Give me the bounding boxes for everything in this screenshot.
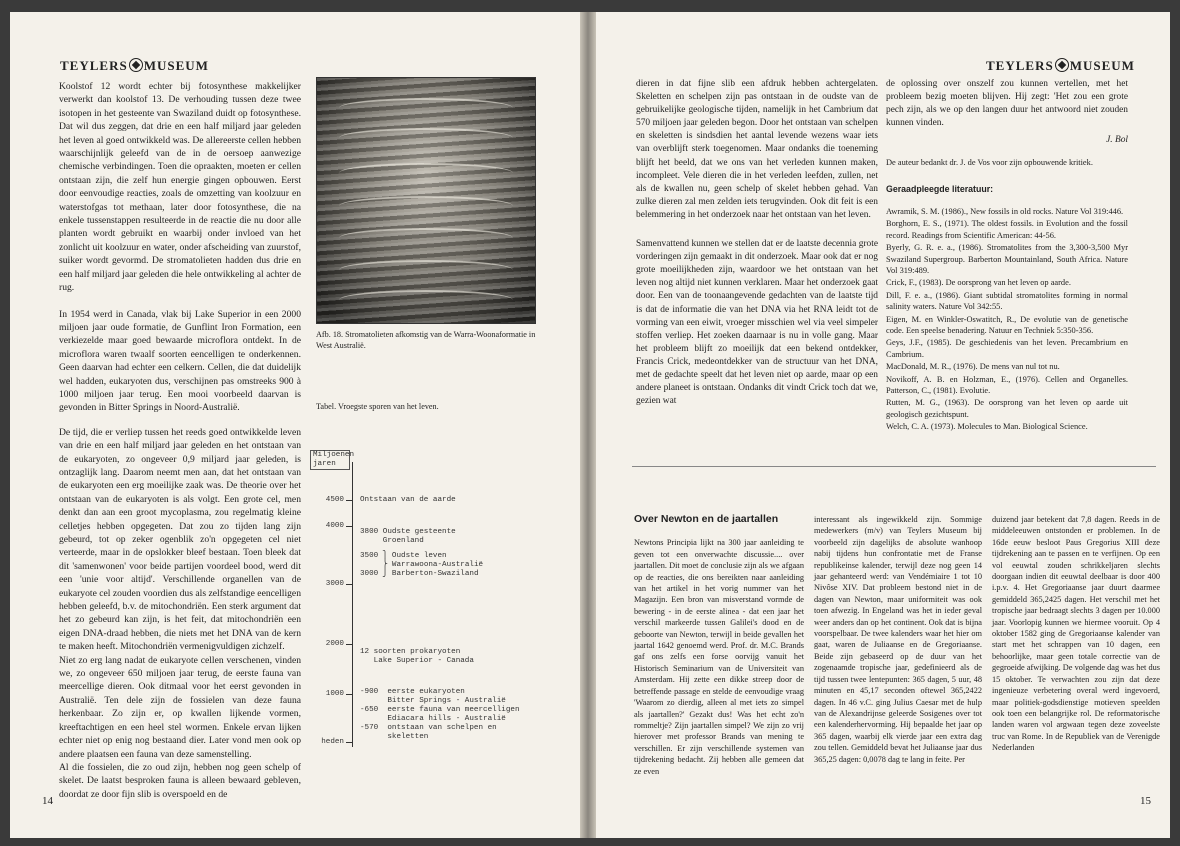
page-number: 14 <box>42 795 53 807</box>
right-column-2 <box>886 78 1128 434</box>
paragraph: de oplossing over onszelf zou kunnen vertellen, met het probleem bezig moeten blijven. Hij zegt: 'Het zou een grote pech zijn, als we op den langen duur het antwoord niet zouden kunnen vinden. <box>886 79 1128 129</box>
paragraph: Al die fossielen, die zo oud zijn, hebben nog geen schelp of skelet. De laatst besproken fauna is alleen bewaard gebleven, doordat ze door fijn slib is overspoeld en de <box>59 761 301 800</box>
list-item: Byerly, G. R. e. a., (1986). Stromatolites from the 3,300-3,500 Myr Swaziland Supergroup. Barberton Mountainland, South Africa. Nature Vol 319:489. <box>886 243 1128 275</box>
list-item: MacDonald, M. R., (1976). De mens van nul tot nu. <box>886 362 1060 372</box>
header-text-right: MUSEUM <box>143 58 209 73</box>
tick-label: 3000 <box>325 580 344 588</box>
header-text-right: MUSEUM <box>1069 58 1135 73</box>
timeline-event: -900 eerste eukaryoten Bitter Springs - Australië -650 eerste fauna van meercelligen Ediacara hills - Australië -570 ontstaan van schelpen en skeletten <box>360 688 520 741</box>
book-gutter <box>580 12 596 838</box>
newton-column-2 <box>814 514 982 765</box>
museum-header-right <box>986 58 1135 74</box>
section-divider <box>632 466 1156 467</box>
left-column <box>59 80 301 814</box>
tick-label: 4500 <box>325 496 344 504</box>
right-column-1 <box>636 78 878 408</box>
author-signature: J. Bol <box>1106 135 1128 146</box>
paragraph: Samenvattend kunnen we stellen dat er de laatste decennia grote vorderingen zijn gemaakt in dit onderzoek. Maar ook dat er nog grote moeilijkheden zijn, waardoor we het ontstaan van het leven nog altijd niet kunnen verklaren. Maar het onderzoek gaat door. Een van de toonaangevende gedachten van de laatste tijd is dat de informatie die van het DNA via het RNA leidt tot de vorming van een eiwit, vroeger misschien wel via veel simpeler stoffen verliep. Het zoeken daarnaar is nu in volle gang. Maar het probleem blijft zo moeilijk dat een bekend ontdekker, Francis Crick, medeontdekker van de structuur van het DNA, met de gedachte speelt dat het leven niet op aarde, maar op een andere planeet is ontstaan. Ondanks dit vindt Crick toch dat we, gezien wat <box>636 239 878 407</box>
newton-column-3 <box>992 514 1160 754</box>
tick-label: 4000 <box>325 522 344 530</box>
seal-icon <box>1055 58 1069 72</box>
stromatolite-photo <box>316 77 536 324</box>
article-title: Over Newton en de jaartallen <box>634 513 779 525</box>
newton-column-1 <box>634 514 804 777</box>
header-text-left: TEYLERS <box>60 58 128 73</box>
paragraph: Koolstof 12 wordt echter bij fotosynthese makkelijker verwerkt dan koolstof 13. De verhouding tussen deze twee isotopen in het gesteente van Swaziland duidt op fotosynthese. Dat wil dus zeggen, dat drie en een half miljard jaar geleden het leven al goed ontwikkeld was. De allereerste cellen hebben waarschijnlijk geleefd van de in de oersoep aanwezige chemische verbindingen. Toen die opraakten, moeten er cellen ontstaan zijn, die zelf hun energie gingen opbouwen. Eerst door eenvoudige reacties, zoals de omzetting van koolzuur en waterstofgas tot methaan, later door fotosynthese, die na enkele tussenstappen resulteerde in de reactie die nu door alle planten wordt gebruikt en waarbij onder invloed van het zonlicht uit koolzuur en water, onder afscheiding van zuurstof, suiker wordt gevormd. De stromatolieten hadden dus drie en een half miljard jaar geleden die hele ontwikkeling al achter de rug. <box>59 81 301 294</box>
list-item: Novikoff, A. B. en Holzman, E., (1976). Cellen and Organelles. Patterson, C., (1981). Evolutie. <box>886 374 1128 396</box>
list-item: Awramik, S. M. (1986)., New fossils in old rocks. Nature Vol 319:446. <box>886 206 1124 216</box>
list-item: Welch, C. A. (1973). Molecules to Man. Biological Science. <box>886 422 1088 432</box>
tick-label: 1000 <box>325 690 344 698</box>
timeline-event: 3500 ⎫ Oudste leven ⎬ Warrawoona-Australië 3000 ⎭ Barberton-Swaziland <box>360 552 484 578</box>
paragraph: dieren in dat fijne slib een afdruk hebben achtergelaten. Skeletten en schelpen zijn pas ontstaan in de oudste van de gebruikelijke geologische tijden, namelijk in het Cambrium dat 570 miljoen jaar geleden begon. Door het ontstaan van schelpen en skeletten is sindsdien het aantal levende wezens waar iets van overblijft sterk toegenomen. Maar ondanks die toeneming blijft het beeld, dat we ons van het verleden kunnen maken, incompleet. Vele dieren die in het verleden leefden, zullen, net als de kwallen nu, geen schelp of skelet hebben gehad. Van zulke dieren zal men zelden iets terugvinden. Ook dit feit is een belemmering in het onderzoek naar het ontstaan van het leven. <box>636 79 878 220</box>
paragraph: Newtons Principia lijkt na 300 jaar aanleiding te geven tot een onverwachte discussie.... over jaartallen. Dit moet de conclusie zijn als we afgaan op de reacties, die ons bereikten naar aanleiding van het artikel in het vorig nummer van het Magazijn. Een bron van misverstand vormde de bewering - in de eerste alinea - dat een jaar het verschil markeerde tussen Galilei's dood en de geboorte van Newton, terwijl in beide gevallen het jaartal 1642 genoemd werd. Prof. dr. M.C. Brands gaf ons zelfs een forse oorvijg vanuit het Historisch Seminarium van de Universiteit van Amsterdam. Hij zette een dikke streep door de betreffende passage en stelde de eenvoudige vraag 'Waarom zo dierdig, alleen al met iets zo simpel als jaartallen?' Gezakt dus! Was het echt zo'n rommeltje? Zijn jaartallen simpel? We zijn zo vrij hierover met professor Brands van mening te verschillen. Er zijn verschillende systemen van tijdrekening bedacht. Zij hebben alle gemeen dat ze even <box>634 538 804 776</box>
museum-header-left <box>60 58 209 74</box>
page-number: 15 <box>1140 795 1151 807</box>
timeline-axis <box>352 462 353 747</box>
seal-icon <box>129 58 143 72</box>
timeline-table <box>310 422 570 752</box>
list-item: Eigen, M. en Winkler-Oswatitch, R., De evolutie van de genetische code. Een speelse benadering. Natuur en Techniek 5:350-356. <box>886 314 1128 336</box>
timeline-unit: Miljoenen jaren <box>310 450 350 470</box>
figure-caption: Afb. 18. Stromatolieten afkomstig van de Warra-Woonaformatie in West Australië. <box>316 330 536 350</box>
paragraph: Niet zo erg lang nadat de eukaryote cellen verschenen, vinden we, zo ongeveer 650 miljoen jaar terug, de eerste fauna van meercellige dieren. Ook ditmaal voor het eerst gevonden in Australië. Ten dele zijn de fossielen van deze fauna herkenbaar. Zo zijn er, op kwallen lijkende vormen, kreeftachtigen en een heel stel wormen. Enkele ervan lijken echter niet op enig nog bestaand dier. Later vond men ook op andere plaatsen een fauna van deze samenstelling. <box>59 654 301 760</box>
list-item: Crick, F., (1983). De oorsprong van het leven op aarde. <box>886 278 1071 288</box>
timeline-event: 3800 Oudste gesteente Groenland <box>360 528 456 545</box>
tick-label: heden <box>321 738 344 746</box>
literature-title: Geraadpleegde literatuur: <box>886 183 994 194</box>
paragraph: De tijd, die er verliep tussen het reeds goed ontwikkelde leven van drie en een half miljard jaar geleden en het ontstaan van de eukaryoten, zo ongeveer 0,9 miljard jaar geleden, is ontzaglijk lang. Daarom neemt men aan, dat het ontstaan van de eukaryoten een erg moeilijke zaak was. De theorie over het ontstaan van de eukaryoten is als volgt. Een grote cel, men denkt dan aan een groot mycoplasma, zou regelmatig kleine celletjes hebben opgegeten. Dat zou zo tijden lang zijn gebeurd, tot op zeker ogenblik zo'n opgegeten cel niet verteerde, maar in de opslokker bleef bestaan. Toen bleek dat dit 'samenwonen' voor beide partijen voordeel bood, werd dit een 'unie voor altijd'. Verschillende organellen van de eukaryote cel zouden voordien dus als zelfstandige eencelligen hebben geleefd, b.v. de mitochondriën. Een sterk argument dat het zo gebeurd kan zijn, is het feit, dat mitochondriën een eigen DNA-draad hebben, die niets met het DNA van de kern te maken heeft. Mitochondriën vermenigvuldigen zichzelf. <box>59 426 301 653</box>
list-item: Rutten, M. G., (1963). De oorsprong van het leven op aarde uit geologisch gezichtspunt. <box>886 398 1128 419</box>
literature-list <box>886 206 1128 433</box>
timeline-event: 12 soorten prokaryoten Lake Superior - Canada <box>360 648 474 665</box>
header-text-left: TEYLERS <box>986 58 1054 73</box>
tick-label: 2000 <box>325 640 344 648</box>
paragraph: duizend jaar betekent dat 7,8 dagen. Reeds in de middeleeuwen ontstonden er problemen. In de 16de eeuw besloot Paus Gregorius XIII deze tijdrekening aan te passen en te verfijnen. Op een vol eeuwtal zouden schrikkeljaren slechts doorgaan indien dit eeuwtal deelbaar is door 400 i.p.v. 4. Het Gregoriaanse jaar duurt daarmee gemiddeld 365,2425 dagen. Het verschil met het tropische jaar bedraagt slechts 3 dagen per 10.000 jaar. Voorlopig kunnen we hiermee vooruit. Op 4 oktober 1582 ging de Gregoriaanse kalender van start met het schrappen van 10 dagen, een behoorlijke, maar geen totale correctie van de gegroeide afwijking. De volgende dag was het dus 15 oktober. Te verwachten zou zijn dat deze ingenieuze verbetering overal werd ingevoerd, maar politiek-godsdienstige motieven speelden ook toen een belangrijke rol. De reformatorische landen waren vol argwaan tegen deze zoveelste truc van Rome. In de Republiek van de Verenigde Nederlanden <box>992 515 1160 753</box>
acknowledgement: De auteur bedankt dr. J. de Vos voor zijn opbouwende kritiek. <box>886 158 1093 168</box>
list-item: Geys, J.F., (1985). De geschiedenis van het leven. Precambrium en Cambrium. <box>886 338 1128 359</box>
list-item: Borghorn, E. S., (1971). The oldest fossils. in Evolution and the fossil record. Readings from Scientific American: 44-56. <box>886 219 1128 240</box>
paragraph: In 1954 werd in Canada, vlak bij Lake Superior in een 2000 miljoen jaar oude formatie, de Gunflint Iron Formation, een verkiezelde maar goed bewaarde microflora ontdekt. In de microflora waren twaalf soorten eencelligen te onderkennen. Geen daarvan had echter een celkern. Cellen, die dat duidelijk wel hadden, eukaryoten dus, verschijnen pas omstreeks 900 à 1000 miljoen jaar terug. Een mooi voorbeeld daarvan is gevonden in Bitter Springs in Noord-Australië. <box>59 308 301 414</box>
paragraph: interessant als ingewikkeld zijn. Sommige medewerkers (m/v) van Teylers Museum bij voorbeeld zijn dagelijks de absolute wanhoop nabij tijdens hun confrontatie met de Franse republikeinse kalender, terwijl deze nog geen 14 jaar gehanteerd werd: van Vendémiaire 1 tot 10 Nivôse XIV. Dat probleem bestond niet in de dagen van Newton, maar uniformiteit was ook toen afwezig. In Engeland was het in ieder geval weer anders dan op het continent. Ook dat is bijna voorspelbaar. De twee kalenders waar het hier om gaat, waren de Juliaanse en de Gregoriaanse. Beide zijn gebaseerd op de duur van het zogenaamde tropische jaar, gedefinieerd als de tijd tussen twee lentepunten: 365 dagen, 5 uur, 48 minuten en 45,17 seconden oftewel 365,2422 dagen. In 46 v.C. ging Julius Caesar met de hulp van de Alexandrijnse geleerde Sosigenes over tot een kalenderhervorming. Hij bepaalde het jaar op 365 dagen, waarbij elk vierde jaar een extra dag zou tellen. Gemiddeld bevat het Juliaanse jaar dus 365,25 dagen: 0,0078 dag te lang in feite. Per <box>814 515 982 764</box>
table-title: Tabel. Vroegste sporen van het leven. <box>316 402 439 411</box>
list-item: Dill, F. e. a., (1986). Giant subtidal stromatolites forming in normal salinity waters. Nature Vol 342:55. <box>886 290 1128 312</box>
left-page <box>10 12 580 838</box>
timeline-event: Ontstaan van de aarde <box>360 496 456 504</box>
